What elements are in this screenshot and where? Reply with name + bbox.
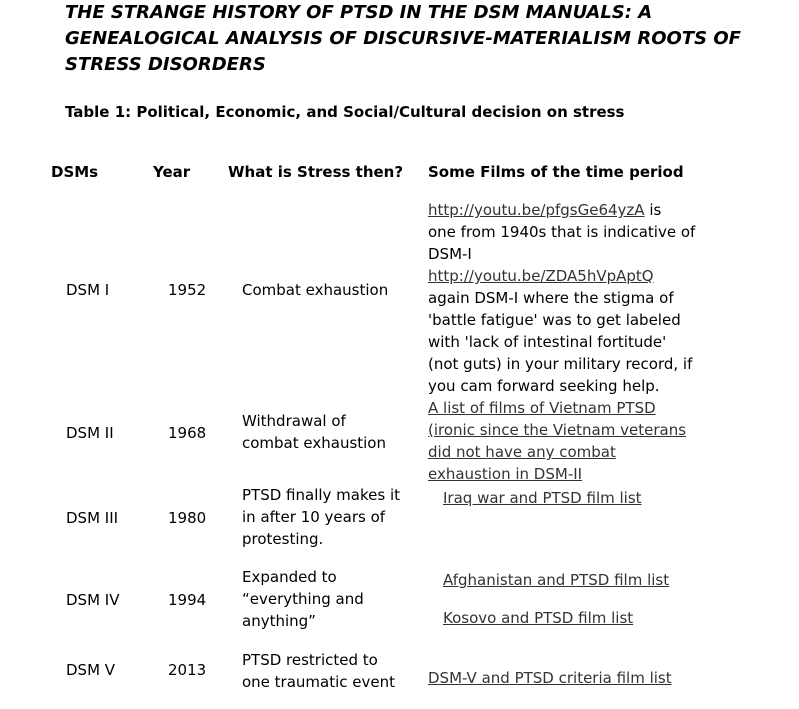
- header-films: Some Films of the time period: [428, 163, 684, 181]
- film-link-line[interactable]: did not have any combat: [428, 443, 616, 461]
- row-dsm-3: DSM III: [66, 509, 119, 527]
- film-text: with 'lack of intestinal fortitude': [428, 333, 667, 351]
- stress-text: combat exhaustion: [242, 434, 386, 452]
- youtube-link-2[interactable]: http://youtu.be/ZDA5hVpAptQ: [428, 267, 654, 285]
- row-stress-5: [242, 649, 395, 693]
- title-line: STRESS DISORDERS: [65, 54, 266, 75]
- film-text: one from 1940s that is indicative of: [428, 223, 696, 241]
- row-year-3: 1980: [168, 509, 207, 527]
- film-text: 'battle fatigue' was to get labeled: [428, 311, 681, 329]
- film-text: is: [644, 201, 662, 219]
- stress-text: Expanded to: [242, 568, 337, 586]
- title-line: THE STRANGE HISTORY OF PTSD IN THE DSM MANUALS: A: [65, 2, 653, 23]
- stress-text: PTSD restricted to: [242, 651, 378, 669]
- stress-text: Withdrawal of: [242, 412, 346, 430]
- row-dsm-4: DSM IV: [66, 591, 120, 609]
- film-text: again DSM-I where the stigma of: [428, 289, 674, 307]
- film-link-line[interactable]: (ironic since the Vietnam veterans: [428, 421, 687, 439]
- film-text: you cam forward seeking help.: [428, 377, 660, 395]
- row-year-1: 1952: [168, 281, 207, 299]
- stress-text: in after 10 years of: [242, 508, 386, 526]
- iraq-film-list-link[interactable]: Iraq war and PTSD film list: [443, 489, 642, 507]
- row-stress-4: [242, 566, 364, 632]
- row-dsm-2: DSM II: [66, 424, 114, 442]
- film-link-line[interactable]: exhaustion in DSM-II: [428, 465, 583, 483]
- table-caption: Table 1: Political, Economic, and Social/Cultural decision on stress: [65, 103, 625, 121]
- row-stress-2: [242, 410, 386, 454]
- row-dsm-1: DSM I: [66, 281, 110, 299]
- dsm-v-film-list-link[interactable]: DSM-V and PTSD criteria film list: [428, 669, 672, 687]
- stress-text: one traumatic event: [242, 673, 396, 691]
- header-year: Year: [153, 163, 191, 181]
- film-text: (not guts) in your military record, if: [428, 355, 693, 373]
- stress-text: protesting.: [242, 530, 324, 548]
- afghanistan-film-list-link[interactable]: Afghanistan and PTSD film list: [443, 571, 670, 589]
- row-year-2: 1968: [168, 424, 207, 442]
- header-stress: What is Stress then?: [228, 163, 404, 181]
- title-line: GENEALOGICAL ANALYSIS OF DISCURSIVE-MATERIALISM ROOTS OF: [65, 28, 741, 49]
- document-title: [65, 0, 795, 78]
- kosovo-film-list-link[interactable]: Kosovo and PTSD film list: [443, 609, 634, 627]
- row-dsm-5: DSM V: [66, 661, 116, 679]
- row-year-5: 2013: [168, 661, 207, 679]
- row-year-4: 1994: [168, 591, 207, 609]
- film-text: DSM-I: [428, 245, 472, 263]
- vietnam-film-list-link[interactable]: [428, 397, 686, 485]
- row-stress-3: [242, 484, 400, 550]
- film-link-line[interactable]: A list of films of Vietnam PTSD: [428, 399, 656, 417]
- row-films-1: [428, 199, 695, 397]
- youtube-link-1[interactable]: http://youtu.be/pfgsGe64yzA: [428, 201, 645, 219]
- stress-text: “everything and: [242, 590, 364, 608]
- stress-text: PTSD finally makes it: [242, 486, 400, 504]
- row-stress-1: Combat exhaustion: [242, 281, 389, 299]
- stress-text: anything”: [242, 612, 316, 630]
- header-dsms: DSMs: [51, 163, 99, 181]
